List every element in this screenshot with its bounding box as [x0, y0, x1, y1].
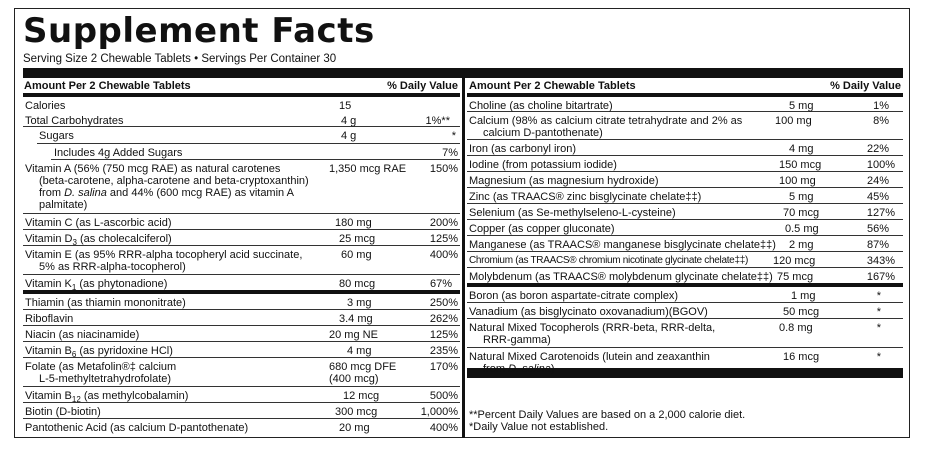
nutrient-name: Calories — [25, 100, 66, 112]
nutrient-name — [25, 345, 173, 358]
text-part: from — [483, 363, 509, 375]
nutrient-name-line3 — [39, 187, 294, 199]
nutrient-dv: * — [451, 130, 456, 142]
nutrient-name-line2: L-5-methyltetrahydrofolate) — [39, 373, 172, 385]
subscript: 12 — [71, 395, 81, 404]
nutrient-amount: 3.4 mg — [339, 313, 373, 325]
nutrient-row — [23, 387, 460, 403]
nutrient-name-line2: RRR-gamma) — [483, 334, 551, 346]
nutrient-amount: 2 mg — [789, 239, 814, 251]
nutrient-row — [23, 112, 460, 127]
nutrient-name — [25, 278, 167, 291]
nutrient-dv: 22% — [866, 143, 889, 155]
footnote-dv: **Percent Daily Values are based on a 2,000 calorie diet. — [469, 409, 746, 421]
text-part: Vitamin B — [25, 345, 72, 357]
nutrient-dv: 262% — [429, 313, 458, 325]
nutrient-row — [23, 342, 460, 358]
nutrient-row — [467, 268, 903, 287]
nutrient-name: Iodine (from potassium iodide) — [469, 159, 617, 171]
nutrient-dv: 1%** — [425, 115, 450, 127]
nutrient-dv: 1% — [873, 100, 889, 112]
nutrient-dv: 167% — [866, 271, 895, 283]
nutrient-dv: 400% — [429, 422, 458, 434]
text-part: Vitamin B — [25, 390, 72, 402]
right-header-dv: % Daily Value — [830, 80, 901, 92]
nutrient-amount: 4 g — [341, 115, 357, 127]
nutrient-name: Magnesium (as magnesium hydroxide) — [469, 175, 659, 187]
text-part: Vitamin K — [25, 278, 72, 290]
nutrient-amount: 12 mcg — [343, 390, 380, 402]
nutrient-amount: 20 mg — [339, 422, 370, 434]
nutrient-dv: 235% — [429, 345, 458, 357]
nutrient-row — [23, 230, 460, 246]
nutrient-amount: 120 mcg — [773, 255, 816, 267]
left-header — [23, 78, 460, 97]
nutrient-name: Sugars — [39, 130, 74, 142]
text-part: (as methylcobalamin) — [80, 390, 189, 402]
nutrient-amount: 100 mg — [779, 175, 816, 187]
nutrient-name: Natural Mixed Carotenoids (lutein and zeaxanthin — [469, 351, 710, 363]
nutrient-name-line4: palmitate) — [39, 199, 88, 211]
right-header-amount: Amount Per 2 Chewable Tablets — [469, 80, 636, 92]
text-part: (as cholecalciferol) — [76, 233, 172, 245]
nutrient-name: Copper (as copper gluconate) — [469, 223, 615, 235]
nutrient-amount: 1 mg — [791, 290, 816, 302]
nutrient-row — [23, 246, 460, 275]
nutrient-amount: 150 mcg — [779, 159, 822, 171]
nutrient-amount: 75 mcg — [777, 271, 814, 283]
subscript: 1 — [71, 283, 77, 292]
nutrient-dv: 125% — [429, 329, 458, 341]
nutrient-name: Thiamin (as thiamin mononitrate) — [25, 297, 186, 309]
nutrient-row — [467, 252, 903, 268]
nutrient-dv: 150% — [429, 163, 458, 175]
nutrient-name-line2: calcium D-pantothenate) — [483, 127, 603, 139]
text-part: (as pyridoxine HCl) — [76, 345, 173, 357]
text-part: Vitamin D — [25, 233, 73, 245]
nutrient-amount: 680 mcg DFE — [329, 361, 397, 373]
nutrient-amount: 15 — [339, 100, 352, 112]
nutrient-name: Includes 4g Added Sugars — [54, 147, 183, 159]
nutrient-row — [23, 310, 460, 326]
nutrient-name — [25, 233, 172, 246]
nutrient-amount: 180 mg — [335, 217, 372, 229]
column-divider — [462, 78, 465, 438]
nutrient-row — [467, 97, 903, 112]
nutrient-name: Iron (as carbonyl iron) — [469, 143, 576, 155]
nutrient-amount: 100 mg — [775, 115, 812, 127]
nutrient-row — [467, 220, 903, 236]
nutrient-dv: 125% — [429, 233, 458, 245]
nutrient-name: Biotin (D-biotin) — [25, 406, 101, 418]
nutrient-amount: 4 g — [341, 130, 357, 142]
nutrient-name: Choline (as choline bitartrate) — [469, 100, 613, 112]
nutrient-dv: 56% — [866, 223, 889, 235]
nutrient-amount: 0.8 mg — [779, 322, 813, 334]
nutrient-name — [25, 390, 188, 403]
italic-part: D. salina — [64, 187, 107, 199]
nutrient-amount: 300 mcg — [335, 406, 378, 418]
nutrient-amount: 25 mcg — [339, 233, 376, 245]
nutrient-name: Manganese (as TRAACS® manganese bisglycinate chelate‡‡) — [469, 239, 776, 251]
nutrient-dv: 8% — [873, 115, 889, 127]
left-header-dv: % Daily Value — [387, 80, 458, 92]
nutrient-row — [23, 326, 460, 342]
nutrient-dv: 67% — [429, 278, 452, 290]
nutrient-dv: * — [876, 322, 881, 334]
nutrient-name: Total Carbohydrates — [25, 115, 124, 127]
nutrient-dv: * — [876, 351, 881, 363]
footnote-not-established: *Daily Value not established. — [469, 421, 609, 433]
right-header — [467, 78, 903, 97]
nutrient-name: Vitamin C (as L-ascorbic acid) — [25, 217, 172, 229]
text-part: (as phytonadione) — [76, 278, 168, 290]
nutrient-name: Molybdenum (as TRAACS® molybdenum glycinate chelate‡‡) — [469, 271, 773, 283]
nutrient-dv: * — [876, 290, 881, 302]
supplement-facts-panel — [14, 8, 910, 438]
panel-title: Supplement Facts — [23, 11, 375, 51]
nutrient-row — [23, 358, 460, 387]
nutrient-name: Chromium (as TRAACS® chromium nicotinate glycinate chelate‡‡) — [469, 255, 749, 266]
nutrient-row — [467, 140, 903, 156]
serving-info: Serving Size 2 Chewable Tablets • Servings Per Container 30 — [23, 53, 337, 65]
nutrient-name: Natural Mixed Tocopherols (RRR-beta, RRR-delta, — [469, 322, 716, 334]
nutrient-name: Calcium (98% as calcium citrate tetrahydrate and 2% as — [469, 115, 743, 127]
nutrient-name: Riboflavin — [25, 313, 74, 325]
nutrient-name: Vanadium (as bisglycinato oxovanadium)(BGOV) — [469, 306, 708, 318]
nutrient-dv: 400% — [429, 249, 458, 261]
nutrient-amount: 4 mg — [347, 345, 372, 357]
text-part: from — [39, 187, 65, 199]
nutrient-amount: 60 mg — [341, 249, 372, 261]
nutrient-dv: 45% — [866, 191, 889, 203]
nutrient-dv: 250% — [429, 297, 458, 309]
nutrient-row — [23, 294, 460, 310]
nutrient-row — [23, 419, 460, 435]
nutrient-amount: 16 mcg — [783, 351, 820, 363]
italic-part: D. salina — [508, 363, 551, 375]
nutrient-amount: 4 mg — [789, 143, 814, 155]
nutrient-row — [23, 97, 460, 112]
nutrient-row — [51, 144, 460, 160]
nutrient-row — [467, 156, 903, 172]
nutrient-dv: * — [876, 306, 881, 318]
nutrient-amount: 5 mg — [789, 100, 814, 112]
nutrient-name-line2 — [483, 363, 555, 375]
nutrient-row — [467, 172, 903, 188]
nutrient-name: Zinc (as TRAACS® zinc bisglycinate chelate‡‡) — [469, 191, 702, 203]
nutrient-dv: 170% — [429, 361, 458, 373]
nutrient-amount-line2: (400 mcg) — [329, 373, 379, 385]
nutrient-name-line2: (beta-carotene, alpha-carotene and beta-cryptoxanthin) — [39, 175, 309, 187]
nutrient-row — [467, 287, 903, 303]
nutrient-amount: 20 mg NE — [329, 329, 378, 341]
nutrient-name-line2: 5% as RRR-alpha-tocopherol) — [39, 261, 186, 273]
nutrient-amount: 0.5 mg — [785, 223, 819, 235]
nutrient-dv: 500% — [429, 390, 458, 402]
nutrient-amount: 70 mcg — [783, 207, 820, 219]
subscript: 3 — [72, 238, 77, 247]
nutrient-amount: 50 mcg — [783, 306, 820, 318]
nutrient-dv: 1,000% — [420, 406, 458, 418]
nutrient-row — [467, 236, 903, 252]
right-column — [467, 78, 903, 433]
nutrient-row — [467, 188, 903, 204]
nutrient-name: Folate (as Metafolin®‡ calcium — [25, 361, 177, 373]
nutrient-dv: 100% — [866, 159, 895, 171]
nutrient-amount: 5 mg — [789, 191, 814, 203]
nutrient-name: Selenium (as Se-methylseleno-L-cysteine) — [469, 207, 676, 219]
nutrient-dv: 127% — [866, 207, 895, 219]
text-part: ) — [550, 363, 555, 375]
left-column — [23, 78, 460, 435]
nutrient-row — [23, 403, 460, 419]
nutrient-dv: 7% — [442, 147, 458, 159]
nutrient-name: Niacin (as niacinamide) — [25, 329, 140, 341]
left-header-amount: Amount Per 2 Chewable Tablets — [24, 80, 191, 92]
nutrient-name: Vitamin E (as 95% RRR-alpha tocopheryl acid succinate, — [25, 249, 303, 261]
nutrient-row — [23, 214, 460, 230]
text-part: and 44% (600 mcg RAE) as vitamin A — [106, 187, 294, 199]
nutrient-name: Boron (as boron aspartate-citrate complex) — [469, 290, 679, 302]
nutrient-row — [467, 348, 903, 378]
nutrient-row — [37, 127, 460, 144]
nutrient-dv: 87% — [866, 239, 889, 251]
nutrient-row — [467, 204, 903, 220]
thick-divider — [23, 68, 903, 78]
nutrient-row — [467, 303, 903, 319]
nutrient-row — [23, 160, 460, 214]
nutrient-dv: 200% — [429, 217, 458, 229]
nutrient-row — [23, 275, 460, 294]
nutrient-amount: 80 mcg — [339, 278, 376, 290]
subscript: 6 — [71, 350, 77, 359]
nutrient-name: Vitamin A (56% (750 mcg RAE) as natural carotenes — [25, 163, 281, 175]
nutrient-row — [467, 319, 903, 348]
nutrient-dv: 343% — [866, 255, 895, 267]
nutrient-amount: 1,350 mcg RAE — [329, 163, 407, 175]
nutrient-row — [467, 112, 903, 140]
nutrient-amount: 3 mg — [347, 297, 372, 309]
nutrient-dv: 24% — [866, 175, 889, 187]
nutrient-name: Pantothenic Acid (as calcium D-pantothenate) — [25, 422, 249, 434]
